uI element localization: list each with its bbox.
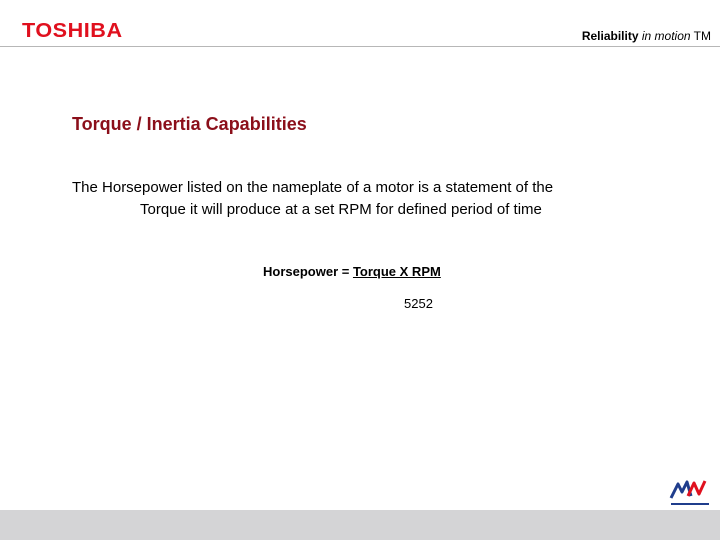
formula-numerator: Torque X RPM bbox=[352, 264, 441, 279]
footer-bar bbox=[0, 510, 720, 540]
formula-denominator: 5252 bbox=[404, 296, 433, 311]
header-divider bbox=[0, 46, 720, 47]
toshiba-logo: TOSHIBA bbox=[22, 20, 123, 42]
body-line-2: Torque it will produce at a set RPM for defined period of time bbox=[140, 201, 542, 218]
tagline-italic: in motion bbox=[641, 29, 691, 43]
tagline-tm: TM bbox=[693, 29, 711, 43]
mn-logo-icon bbox=[668, 476, 712, 510]
formula-label: Horsepower = bbox=[263, 264, 353, 279]
body-text bbox=[72, 177, 672, 221]
body-line-1: The Horsepower listed on the nameplate of a motor is a statement of the bbox=[72, 179, 554, 196]
tagline-bold: Reliability bbox=[581, 29, 639, 43]
formula bbox=[263, 264, 441, 279]
slide-title: Torque / Inertia Capabilities bbox=[72, 114, 307, 134]
tagline bbox=[582, 29, 711, 43]
